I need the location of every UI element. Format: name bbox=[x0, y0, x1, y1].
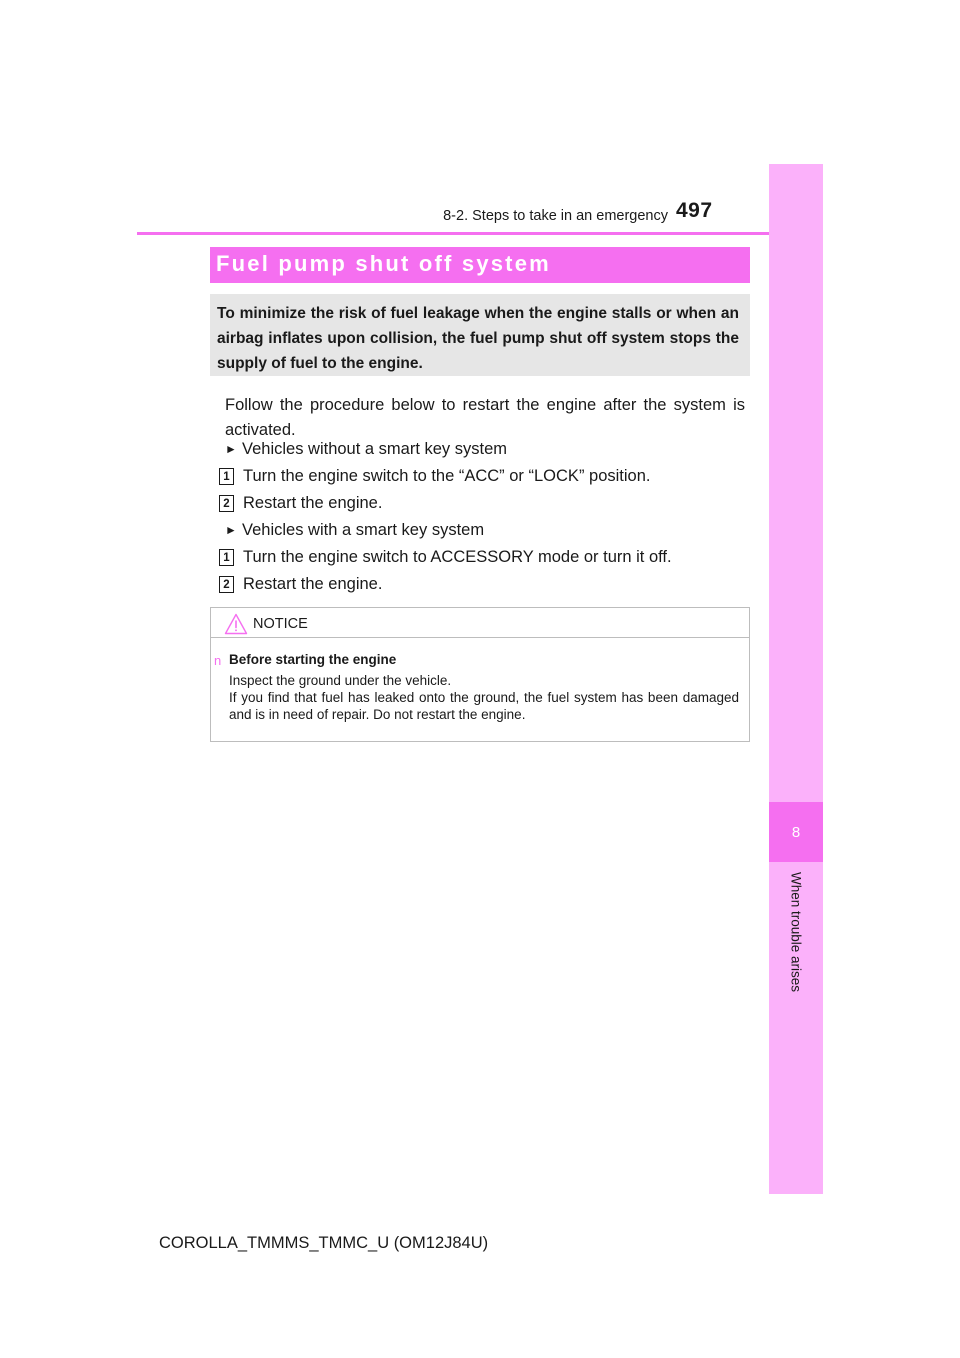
notice-line: If you find that fuel has leaked onto the ground, the fuel system has been damaged and is in need of repair. Do not restart the engine. bbox=[229, 690, 739, 722]
step-number-badge: 1 bbox=[219, 549, 234, 566]
group-heading-text: Vehicles without a smart key system bbox=[242, 440, 508, 458]
notice-body bbox=[229, 672, 739, 723]
step-text: Turn the engine switch to the “ACC” or “LOCK” position. bbox=[243, 467, 651, 485]
notice-line: Inspect the ground under the vehicle. bbox=[229, 673, 452, 688]
section-title: Fuel pump shut off system bbox=[216, 251, 551, 276]
group-heading-text: Vehicles with a smart key system bbox=[242, 521, 485, 539]
intro-text: To minimize the risk of fuel leakage when the engine stalls or when an airbag inflates upon collision, the fuel pump shut off system stops the supply of fuel to the engine. bbox=[217, 305, 739, 372]
step-text: Restart the engine. bbox=[243, 575, 383, 593]
warning-triangle-icon bbox=[224, 613, 248, 635]
step-text: Restart the engine. bbox=[243, 494, 383, 512]
group-heading bbox=[225, 440, 507, 459]
notice-bullet-icon: n bbox=[214, 653, 222, 668]
group-heading bbox=[225, 521, 484, 540]
chapter-number: 8 bbox=[791, 824, 801, 841]
chapter-side-tab bbox=[769, 164, 823, 1194]
step-number-badge: 1 bbox=[219, 468, 234, 485]
page-number: 497 bbox=[676, 199, 713, 222]
arrow-right-icon: ► bbox=[225, 523, 237, 537]
step-number-badge: 2 bbox=[219, 495, 234, 512]
chapter-title: When trouble arises bbox=[788, 871, 804, 993]
notice-heading: Before starting the engine bbox=[229, 652, 397, 667]
body-paragraph: Follow the procedure below to restart the engine after the system is activated. bbox=[225, 396, 745, 439]
section-breadcrumb: 8-2. Steps to take in an emergency bbox=[443, 208, 668, 224]
arrow-right-icon: ► bbox=[225, 442, 237, 456]
step-text: Turn the engine switch to ACCESSORY mode or turn it off. bbox=[243, 548, 672, 566]
header-divider bbox=[137, 232, 823, 235]
notice-label: NOTICE bbox=[253, 616, 308, 632]
notice-divider bbox=[210, 637, 750, 638]
footer-model-code: COROLLA_TMMMS_TMMC_U (OM12J84U) bbox=[159, 1234, 489, 1252]
step-number-badge: 2 bbox=[219, 576, 234, 593]
